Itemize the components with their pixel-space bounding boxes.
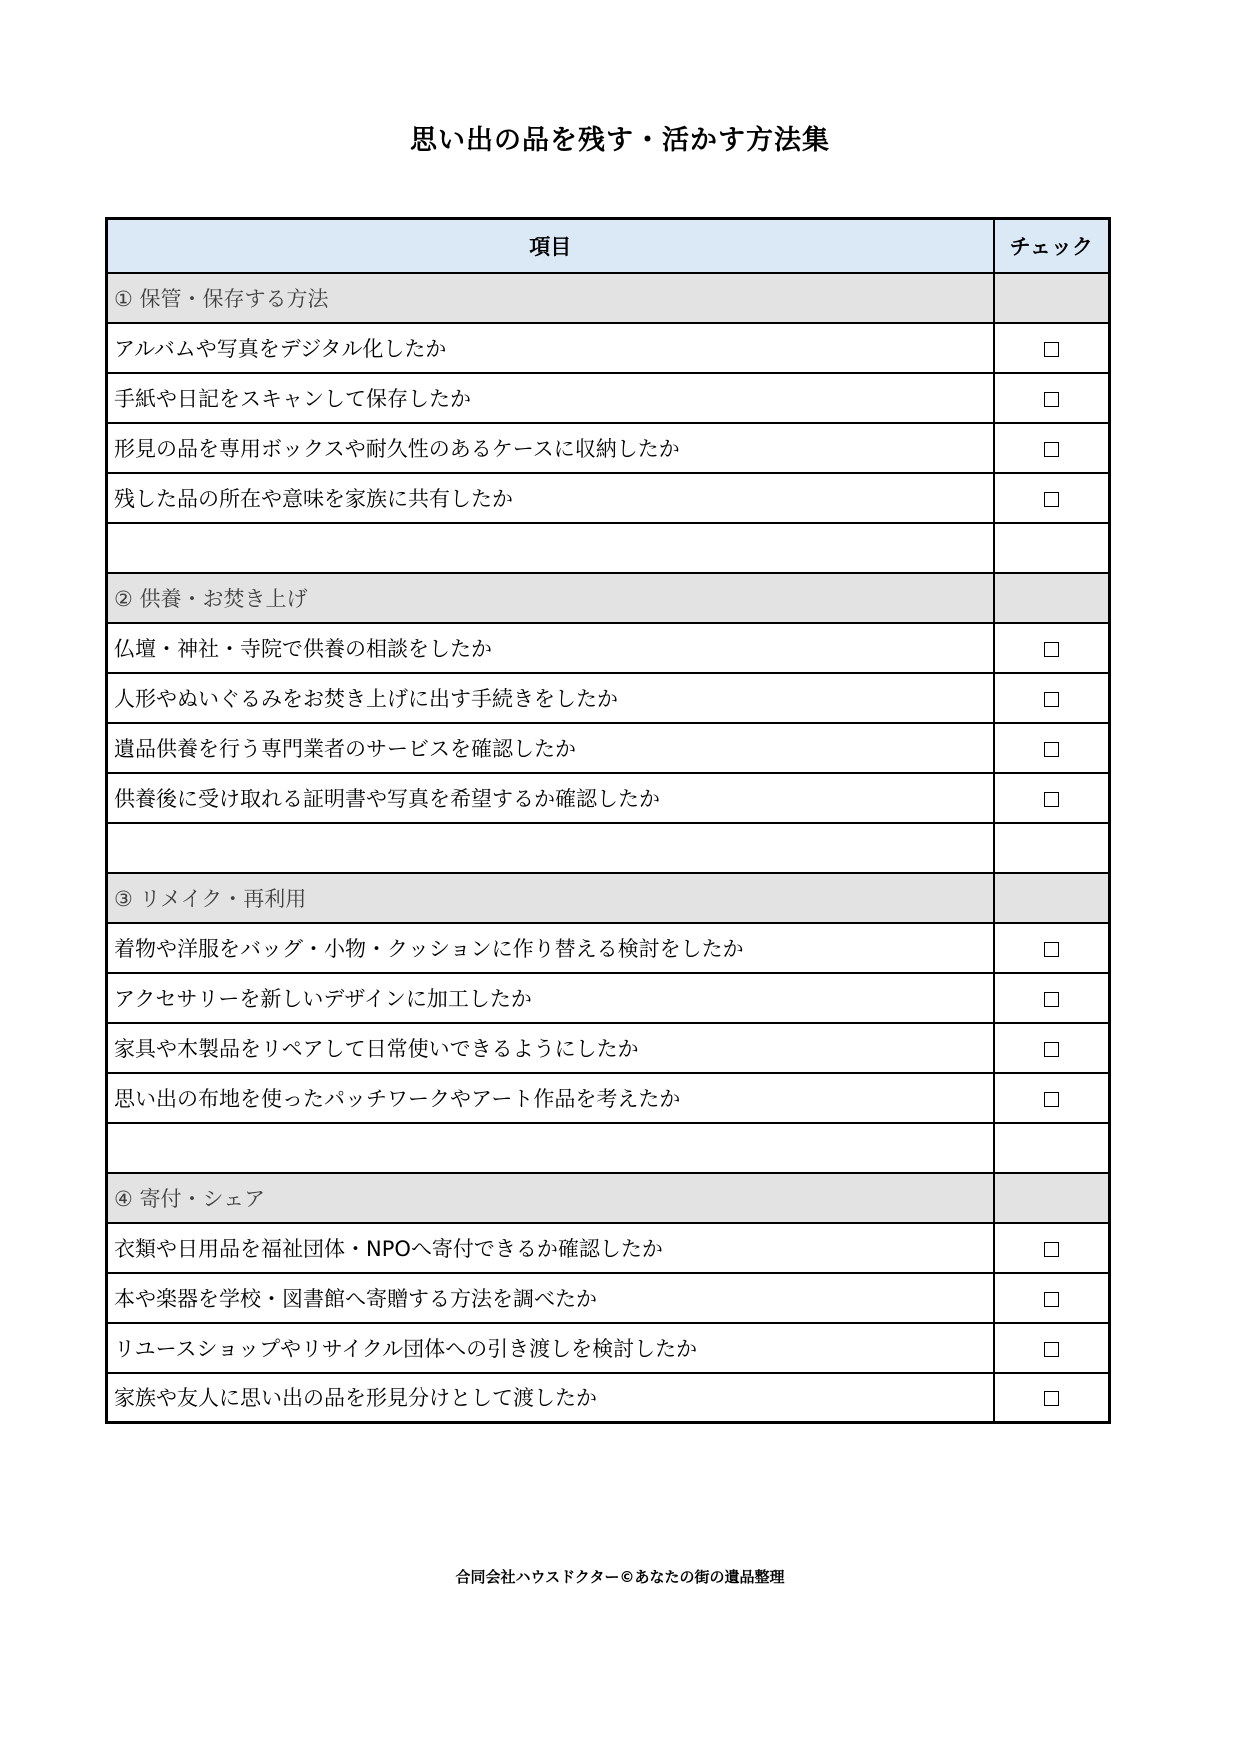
checkbox-icon[interactable]: [1044, 742, 1059, 757]
checklist-item-row: [107, 373, 1110, 423]
checklist-item-label: 家族や友人に思い出の品を形見分けとして渡したか: [107, 1373, 994, 1423]
check-cell: [994, 673, 1110, 723]
checkbox-icon[interactable]: [1044, 642, 1059, 657]
blank-row: [107, 523, 1110, 573]
check-cell: [994, 473, 1110, 523]
checklist-item-label: 衣類や日用品を福祉団体・NPOへ寄付できるか確認したか: [107, 1223, 994, 1273]
blank-row: [107, 823, 1110, 873]
checklist-item-label: 本や楽器を学校・図書館へ寄贈する方法を調べたか: [107, 1273, 994, 1323]
check-cell: [994, 373, 1110, 423]
checklist-item-label: アクセサリーを新しいデザインに加工したか: [107, 973, 994, 1023]
check-cell: [994, 1023, 1110, 1073]
checkbox-icon[interactable]: [1044, 442, 1059, 457]
checklist-item-label: 遺品供養を行う専門業者のサービスを確認したか: [107, 723, 994, 773]
page-title: 思い出の品を残す・活かす方法集: [410, 125, 830, 156]
checkbox-icon[interactable]: [1044, 792, 1059, 807]
checkbox-icon[interactable]: [1044, 1242, 1059, 1257]
check-cell: [994, 1223, 1110, 1273]
checklist-item-label: 仏壇・神社・寺院で供養の相談をしたか: [107, 623, 994, 673]
section-check-cell: [994, 873, 1110, 923]
check-cell: [994, 423, 1110, 473]
checkbox-icon[interactable]: [1044, 692, 1059, 707]
checkbox-icon[interactable]: [1044, 1292, 1059, 1307]
checkbox-icon[interactable]: [1044, 942, 1059, 957]
blank-check-cell: [994, 523, 1110, 573]
checklist-item-row: [107, 1073, 1110, 1123]
checklist-item-label: 形見の品を専用ボックスや耐久性のあるケースに収納したか: [107, 423, 994, 473]
checklist-item-row: [107, 1023, 1110, 1073]
checkbox-icon[interactable]: [1044, 392, 1059, 407]
section-label: ① 保管・保存する方法: [107, 273, 994, 323]
checklist-item-label: 手紙や日記をスキャンして保存したか: [107, 373, 994, 423]
checkbox-icon[interactable]: [1044, 1042, 1059, 1057]
checklist-item-row: [107, 773, 1110, 823]
checklist-item-row: [107, 723, 1110, 773]
checklist-item-row: [107, 1273, 1110, 1323]
checklist-item-label: リユースショップやリサイクル団体への引き渡しを検討したか: [107, 1323, 994, 1373]
section-check-cell: [994, 273, 1110, 323]
section-label: ③ リメイク・再利用: [107, 873, 994, 923]
section-label: ④ 寄付・シェア: [107, 1173, 994, 1223]
checkbox-icon[interactable]: [1044, 1391, 1059, 1406]
section-header-row: [107, 573, 1110, 623]
check-cell: [994, 723, 1110, 773]
section-check-cell: [994, 1173, 1110, 1223]
footer-credit: 合同会社ハウスドクター©あなたの街の遺品整理: [455, 1568, 785, 1586]
checkbox-icon[interactable]: [1044, 992, 1059, 1007]
checkbox-icon[interactable]: [1044, 492, 1059, 507]
check-cell: [994, 323, 1110, 373]
checklist-item-label: アルバムや写真をデジタル化したか: [107, 323, 994, 373]
checklist-item-label: 残した品の所在や意味を家族に共有したか: [107, 473, 994, 523]
check-cell: [994, 923, 1110, 973]
blank-cell: [107, 1123, 994, 1173]
checklist-item-row: [107, 973, 1110, 1023]
checkbox-icon[interactable]: [1044, 342, 1059, 357]
checklist-item-row: [107, 423, 1110, 473]
checklist-item-row: [107, 473, 1110, 523]
checklist-item-label: 家具や木製品をリペアして日常使いできるようにしたか: [107, 1023, 994, 1073]
checklist-item-label: 思い出の布地を使ったパッチワークやアート作品を考えたか: [107, 1073, 994, 1123]
checklist-item-label: 供養後に受け取れる証明書や写真を希望するか確認したか: [107, 773, 994, 823]
checklist-table: [105, 217, 1111, 1424]
checklist-item-row: [107, 623, 1110, 673]
checklist-item-row: [107, 1373, 1110, 1423]
check-cell: [994, 973, 1110, 1023]
check-cell: [994, 773, 1110, 823]
check-cell: [994, 623, 1110, 673]
checklist-body: [107, 273, 1110, 1423]
checklist-item-row: [107, 323, 1110, 373]
blank-check-cell: [994, 1123, 1110, 1173]
section-label: ② 供養・お焚き上げ: [107, 573, 994, 623]
checklist-item-row: [107, 1323, 1110, 1373]
header-item: 項目: [107, 219, 994, 273]
check-cell: [994, 1323, 1110, 1373]
check-cell: [994, 1273, 1110, 1323]
table-header-row: [107, 219, 1110, 273]
section-header-row: [107, 873, 1110, 923]
header-check: チェック: [994, 219, 1110, 273]
check-cell: [994, 1373, 1110, 1423]
section-header-row: [107, 1173, 1110, 1223]
checklist-item-row: [107, 1223, 1110, 1273]
blank-row: [107, 1123, 1110, 1173]
blank-cell: [107, 523, 994, 573]
checkbox-icon[interactable]: [1044, 1092, 1059, 1107]
checklist-item-label: 着物や洋服をバッグ・小物・クッションに作り替える検討をしたか: [107, 923, 994, 973]
checklist-item-row: [107, 673, 1110, 723]
blank-cell: [107, 823, 994, 873]
blank-check-cell: [994, 823, 1110, 873]
section-check-cell: [994, 573, 1110, 623]
checklist-item-row: [107, 923, 1110, 973]
check-cell: [994, 1073, 1110, 1123]
checkbox-icon[interactable]: [1044, 1342, 1059, 1357]
checklist-item-label: 人形やぬいぐるみをお焚き上げに出す手続きをしたか: [107, 673, 994, 723]
section-header-row: [107, 273, 1110, 323]
